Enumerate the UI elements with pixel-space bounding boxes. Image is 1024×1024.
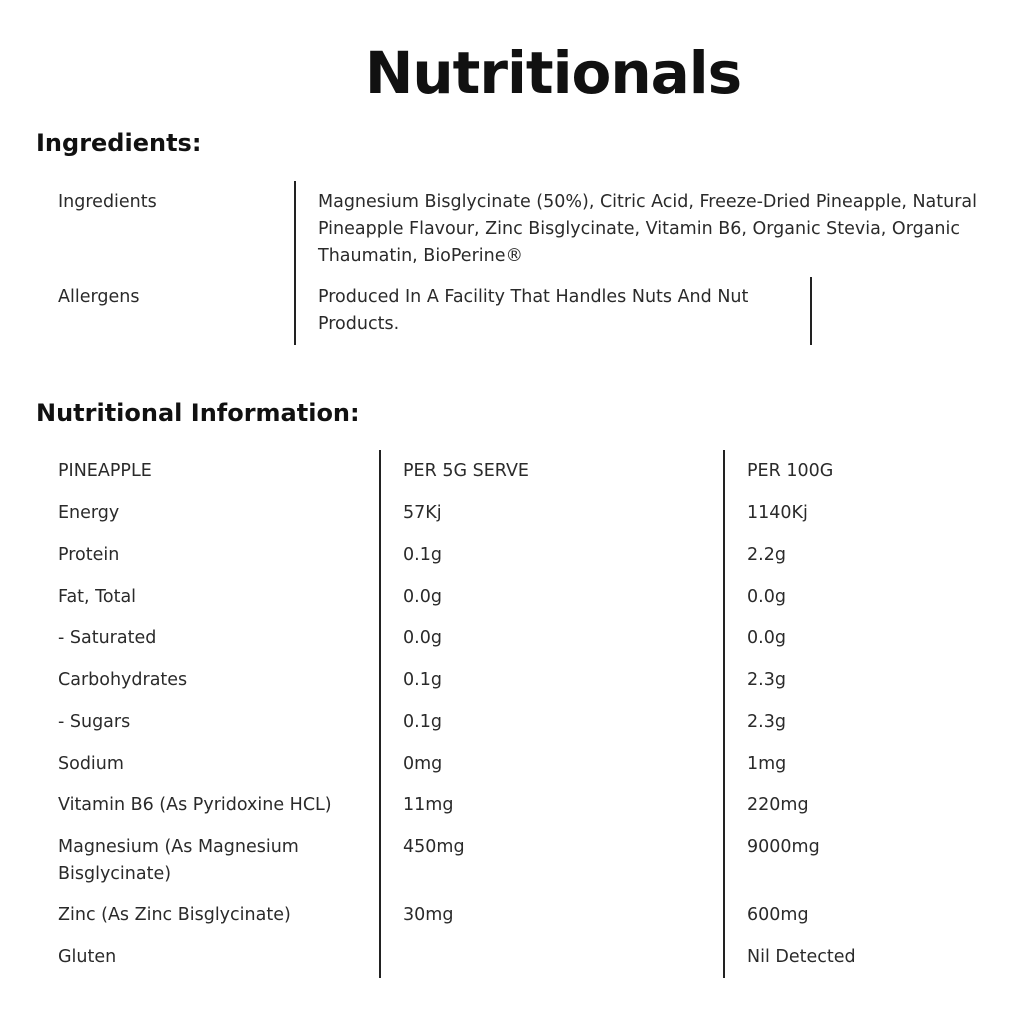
nutrient-per-serve: 450mg bbox=[403, 837, 465, 857]
allergens-cell-border bbox=[810, 277, 812, 345]
nutrition-heading: Nutritional Information: bbox=[36, 399, 360, 427]
nutrient-per-100g: 600mg bbox=[747, 905, 809, 925]
nutrient-name: - Saturated bbox=[58, 628, 157, 648]
nutrient-name: - Sugars bbox=[58, 712, 131, 732]
nutrient-per-100g: 220mg bbox=[747, 795, 809, 815]
nutrient-name: Gluten bbox=[58, 947, 117, 967]
ingredients-label: Ingredients bbox=[58, 192, 157, 212]
nutrient-name: Carbohydrates bbox=[58, 670, 188, 690]
nutrient-name: Sodium bbox=[58, 754, 124, 774]
nutrition-header-per-serve: PER 5G SERVE bbox=[403, 461, 529, 481]
allergens-value: Produced In A Facility That Handles Nuts And Nut Products. bbox=[318, 287, 749, 334]
nutrition-header-flavour: PINEAPPLE bbox=[58, 461, 152, 481]
page-title: Nutritionals bbox=[364, 39, 742, 107]
nutrient-per-100g: 9000mg bbox=[747, 837, 820, 857]
nutrient-per-serve: 0.1g bbox=[403, 545, 442, 565]
nutrient-name: Fat, Total bbox=[58, 587, 137, 607]
nutrient-per-100g: 1mg bbox=[747, 754, 787, 774]
nutrient-name: Magnesium (As Magnesium Bisglycinate) bbox=[58, 837, 299, 884]
nutrient-per-serve: 57Kj bbox=[403, 503, 442, 523]
nutrient-per-serve: 11mg bbox=[403, 795, 454, 815]
nutrient-name: Zinc (As Zinc Bisglycinate) bbox=[58, 905, 291, 925]
nutrient-name: Protein bbox=[58, 545, 120, 565]
allergens-label: Allergens bbox=[58, 287, 140, 307]
nutrient-per-serve: 30mg bbox=[403, 905, 454, 925]
nutrient-name: Energy bbox=[58, 503, 120, 523]
nutrient-per-serve: 0.1g bbox=[403, 670, 442, 690]
nutrient-per-100g: 2.3g bbox=[747, 670, 786, 690]
nutrient-per-serve: 0.0g bbox=[403, 587, 442, 607]
nutrient-per-serve: 0mg bbox=[403, 754, 443, 774]
nutrient-per-serve: 0.1g bbox=[403, 712, 442, 732]
nutrient-per-100g: 1140Kj bbox=[747, 503, 808, 523]
nutrient-per-100g: Nil Detected bbox=[747, 947, 856, 967]
ingredients-value: Magnesium Bisglycinate (50%), Citric Acid, Freeze-Dried Pineapple, Natural Pineapple Flavour, Zinc Bisglycinate, Vitamin B6, Organic Stevia, Organic Thaumatin, BioPerine® bbox=[318, 192, 978, 266]
nutrient-name: Vitamin B6 (As Pyridoxine HCL) bbox=[58, 795, 332, 815]
nutrient-per-100g: 2.2g bbox=[747, 545, 786, 565]
nutrition-column-divider-1 bbox=[379, 450, 381, 978]
nutrient-per-100g: 0.0g bbox=[747, 587, 786, 607]
ingredients-heading: Ingredients: bbox=[36, 129, 202, 157]
nutrition-header-per-100g: PER 100G bbox=[747, 461, 834, 481]
nutrient-per-100g: 2.3g bbox=[747, 712, 786, 732]
nutrient-per-serve: 0.0g bbox=[403, 628, 442, 648]
nutrition-column-divider-2 bbox=[723, 450, 725, 978]
nutrient-per-100g: 0.0g bbox=[747, 628, 786, 648]
ingredients-table-divider bbox=[294, 181, 296, 345]
